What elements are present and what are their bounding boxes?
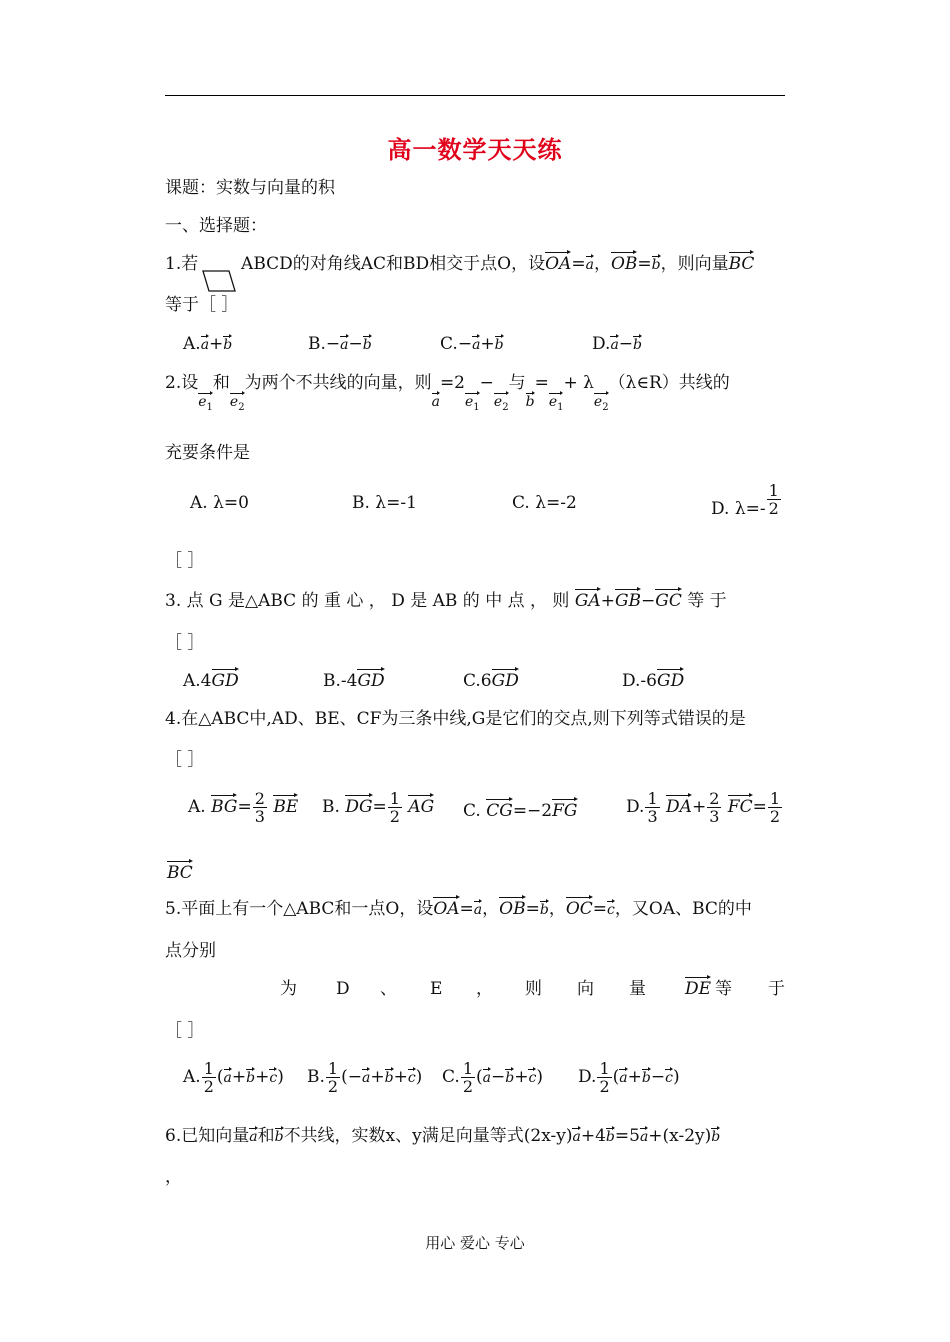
q5-vector-DE: DE bbox=[685, 978, 711, 1000]
page-footer: 用心 爱心 专心 bbox=[425, 1234, 525, 1252]
q5-option-c[interactable]: C. $\frac{1}{2}$ ( a− b+ c) bbox=[442, 1059, 543, 1096]
q3-option-b[interactable]: B.-4 GD bbox=[323, 670, 385, 692]
q4-option-d-cont: BC bbox=[167, 862, 193, 884]
q1-option-b[interactable]: B.− a− b bbox=[308, 334, 372, 354]
vector-a: a bbox=[586, 256, 594, 272]
q5-line3-8: 量 bbox=[629, 979, 646, 999]
q4-option-c[interactable]: C. CG=−2 FG bbox=[463, 800, 578, 822]
q2-line2: 充要条件是 bbox=[165, 443, 250, 463]
q5-line2: 点分别 bbox=[165, 941, 216, 961]
q5-option-d[interactable]: D. $\frac{1}{2}$ ( a+ b− c) bbox=[578, 1059, 680, 1096]
q5-line3-10: 于 bbox=[768, 979, 785, 999]
page-title: 高一数学天天练 bbox=[387, 136, 563, 164]
q1-answer-bracket: 等于［ ］ bbox=[165, 295, 239, 315]
q1-option-c[interactable]: C.− a+ b bbox=[440, 334, 504, 354]
vector-OB: OB bbox=[611, 253, 637, 272]
q5-line3-9: 等 bbox=[715, 979, 732, 999]
q2-answer-bracket: ［ ］ bbox=[165, 551, 205, 571]
q3-option-c[interactable]: C.6 GD bbox=[463, 670, 519, 692]
question-4: 4.在△ABC中,AD、BE、CF为三条中线,G是它们的交点,则下列等式错误的是 bbox=[165, 709, 746, 729]
q5-line3-1: 为 bbox=[280, 979, 297, 999]
q1-option-d[interactable]: D. a− b bbox=[592, 334, 643, 354]
q2-option-a[interactable]: A. λ=0 bbox=[190, 493, 249, 513]
question-5: 5.平面上有一个△ABC和一点O，设 OA= a， OB= b， OC= c，又OA、BC的中 bbox=[165, 898, 752, 920]
q4-option-d[interactable]: D. $\frac{1}{3}$ DA+ $\frac{2}{3}$ FC= $\frac{1}{2}$ bbox=[626, 789, 781, 826]
q5-option-a[interactable]: A. $\frac{1}{2}$ ( a+ b+ c) bbox=[183, 1059, 284, 1096]
section-heading: 一、选择题： bbox=[165, 216, 267, 236]
q5-option-b[interactable]: B. $\frac{1}{2}$ (− a+ b+ c) bbox=[307, 1059, 423, 1096]
q6-comma: ， bbox=[165, 1167, 182, 1187]
q4-option-b[interactable]: B. DG= $\frac{1}{2}$ AG bbox=[322, 789, 435, 826]
q5-line3-2: D bbox=[336, 979, 350, 999]
question-2: 2.设 $e_1$和 $e_2$为两个不共线的向量，则 a=2 $e_1-$ $e_2$与 b= $e_1+ \lambda$ $e_2(\lambda\in R)$共线的 bbox=[165, 373, 730, 413]
q5-line3-5: ， bbox=[476, 979, 493, 999]
q1-text: ABCD的对角线AC和BD相交于点O，设 bbox=[241, 254, 546, 274]
question-6: 6.已知向量 a和 b不共线，实数x、y满足向量等式(2x-y) a+4 b=5 a+(x-2y) b bbox=[165, 1126, 721, 1146]
q5-line3-6: 则 bbox=[525, 979, 542, 999]
q3-option-d[interactable]: D.-6 GD bbox=[622, 670, 684, 692]
q1-number: 1.若 bbox=[165, 254, 199, 274]
vector-BC: BC bbox=[729, 253, 755, 272]
q2-option-d[interactable]: D. λ=- $\frac{1}{2}$ bbox=[711, 481, 779, 519]
q2-option-b[interactable]: B. λ=-1 bbox=[352, 493, 417, 513]
parallelogram-icon bbox=[201, 267, 237, 297]
q4-answer-bracket: ［ ］ bbox=[165, 750, 205, 770]
q3-option-a[interactable]: A.4 GD bbox=[183, 670, 239, 692]
q5-line3-3: 、 bbox=[380, 979, 397, 999]
question-1: 1.若 ABCD的对角线AC和BD相交于点O，设 OA= a， OB= b，则向量 BC bbox=[165, 253, 754, 275]
q5-line3-4: E bbox=[430, 979, 443, 999]
q5-line3-7: 向 bbox=[577, 979, 594, 999]
vector-b: b bbox=[652, 256, 661, 272]
q5-answer-bracket: ［ ］ bbox=[165, 1021, 205, 1041]
question-3: 3. 点 G 是△ABC 的 重 心 ， D 是 AB 的 中 点 ， 则 GA+ GB− GC 等 于 bbox=[165, 590, 727, 612]
header-rule bbox=[165, 95, 785, 96]
vector-OA: OA bbox=[545, 253, 571, 272]
q4-option-a[interactable]: A. BG= $\frac{2}{3}$ BE bbox=[188, 789, 299, 826]
q3-answer-bracket: ［ ］ bbox=[165, 633, 205, 653]
topic: 课题：实数与向量的积 bbox=[165, 178, 335, 198]
q2-option-c[interactable]: C. λ=-2 bbox=[512, 493, 577, 513]
q1-option-a[interactable]: A. a+ b bbox=[183, 334, 233, 354]
